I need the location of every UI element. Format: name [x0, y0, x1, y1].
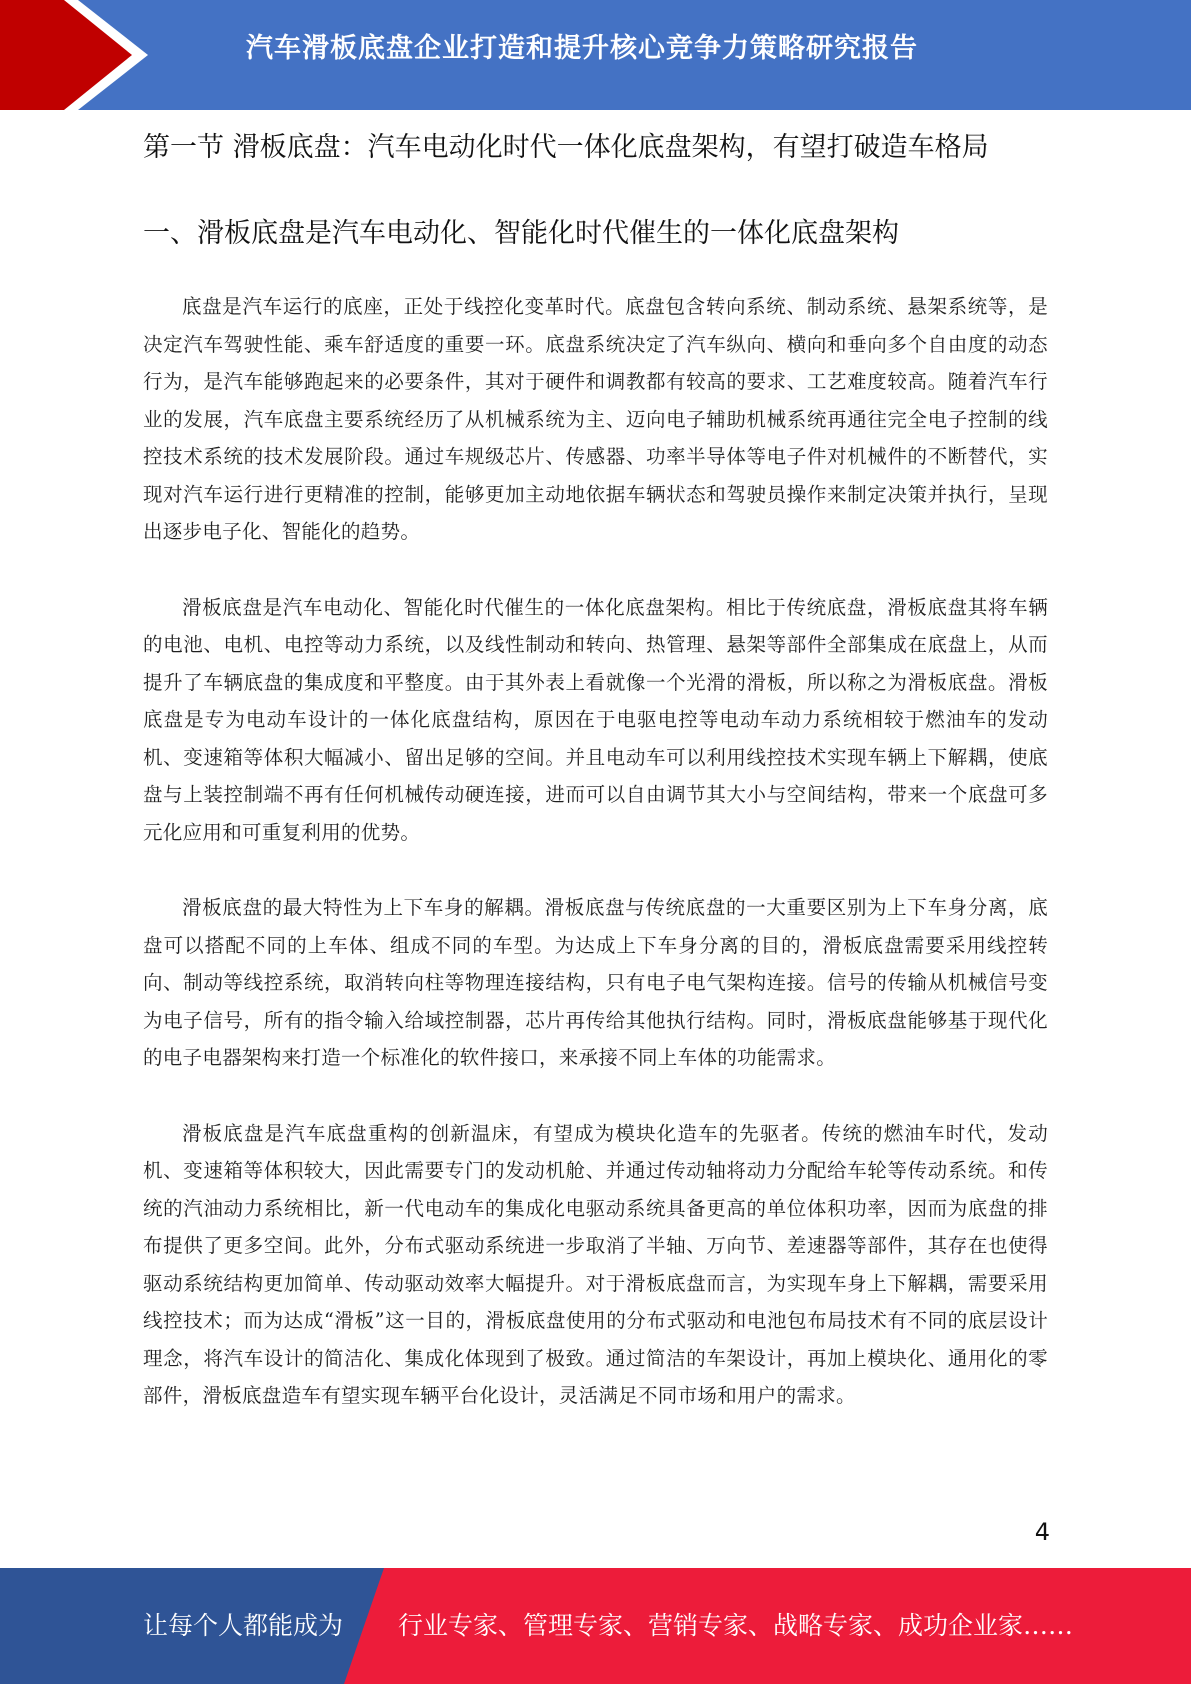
paragraph-1: 底盘是汽车运行的底座，正处于线控化变革时代。底盘包含转向系统、制动系统、悬架系统等，是决定汽车驾驶性能、乘车舒适度的重要一环。底盘系统决定了汽车纵向、横向和垂向多个自由度的动态行为，是汽车能够跑起来的必要条件，其对于硬件和调教都有较高的要求、工艺难度较高。随着汽车行业的发展，汽车底盘主要系统经历了从机械系统为主、迈向电子辅助机械系统再通往完全电子控制的线控技术系统的技术发展阶段。通过车规级芯片、传感器、功率半导体等电子件对机械件的不断替代，实现对汽车运行进行更精准的控制，能够更加主动地依据车辆状态和驾驶员操作来制定决策并执行，呈现出逐步电子化、智能化的趋势。 [143, 295, 1048, 543]
document-header-title: 汽车滑板底盘企业打造和提升核心竞争力策略研究报告 [246, 33, 918, 64]
page-number: 4 [1034, 1518, 1050, 1546]
page-header [0, 0, 1191, 110]
footer-slogan-left: 让每个人都能成为 [143, 1611, 344, 1640]
section-heading: 第一节 滑板底盘：汽车电动化时代一体化底盘架构，有望打破造车格局 [143, 132, 989, 163]
paragraph-4: 滑板底盘是汽车底盘重构的创新温床，有望成为模块化造车的先驱者。传统的燃油车时代，发动机、变速箱等体积较大，因此需要专门的发动机舱、并通过传动轴将动力分配给车轮等传动系统。和传统的汽油动力系统相比，新一代电动车的集成化电驱动系统具备更高的单位体积功率，因而为底盘的排布提供了更多空间。此外，分布式驱动系统进一步取消了半轴、万向节、差速器等部件，其存在也使得驱动系统结构更加简单、传动驱动效率大幅提升。对于滑板底盘而言，为实现车身上下解耦，需要采用线控技术；而为达成“滑板”这一目的，滑板底盘使用的分布式驱动和电池包布局技术有不同的底层设计理念，将汽车设计的简洁化、集成化体现到了极致。通过简洁的车架设计，再加上模块化、通用化的零部件，滑板底盘造车有望实现车辆平台化设计，灵活满足不同市场和用户的需求。 [143, 1121, 1048, 1407]
footer-slogan-right: 行业专家、管理专家、营销专家、战略专家、成功企业家…… [398, 1611, 1074, 1640]
body-text [143, 288, 1048, 1453]
paragraph-3: 滑板底盘的最大特性为上下车身的解耦。滑板底盘与传统底盘的一大重要区别为上下车身分离，底盘可以搭配不同的上车体、组成不同的车型。为达成上下车身分离的目的，滑板底盘需要采用线控转向、制动等线控系统，取消转向柱等物理连接结构，只有电子电气架构连接。信号的传输从机械信号变为电子信号，所有的指令输入给域控制器，芯片再传给其他执行结构。同时，滑板底盘能够基于现代化的电子电器架构来打造一个标准化的软件接口，来承接不同上车体的功能需求。 [143, 896, 1048, 1069]
page-footer [0, 1568, 1191, 1684]
paragraph-2: 滑板底盘是汽车电动化、智能化时代催生的一体化底盘架构。相比于传统底盘，滑板底盘其将车辆的电池、电机、电控等动力系统，以及线性制动和转向、热管理、悬架等部件全部集成在底盘上，从而提升了车辆底盘的集成度和平整度。由于其外表上看就像一个光滑的滑板，所以称之为滑板底盘。滑板底盘是专为电动车设计的一体化底盘结构，原因在于电驱电控等电动车动力系统相较于燃油车的发动机、变速箱等体积大幅减小、留出足够的空间。并且电动车可以利用线控技术实现车辆上下解耦，使底盘与上装控制端不再有任何机械传动硬连接，进而可以自由调节其大小与空间结构，带来一个底盘可多元化应用和可重复利用的优势。 [143, 595, 1048, 844]
subsection-heading: 一、滑板底盘是汽车电动化、智能化时代催生的一体化底盘架构 [143, 218, 899, 249]
